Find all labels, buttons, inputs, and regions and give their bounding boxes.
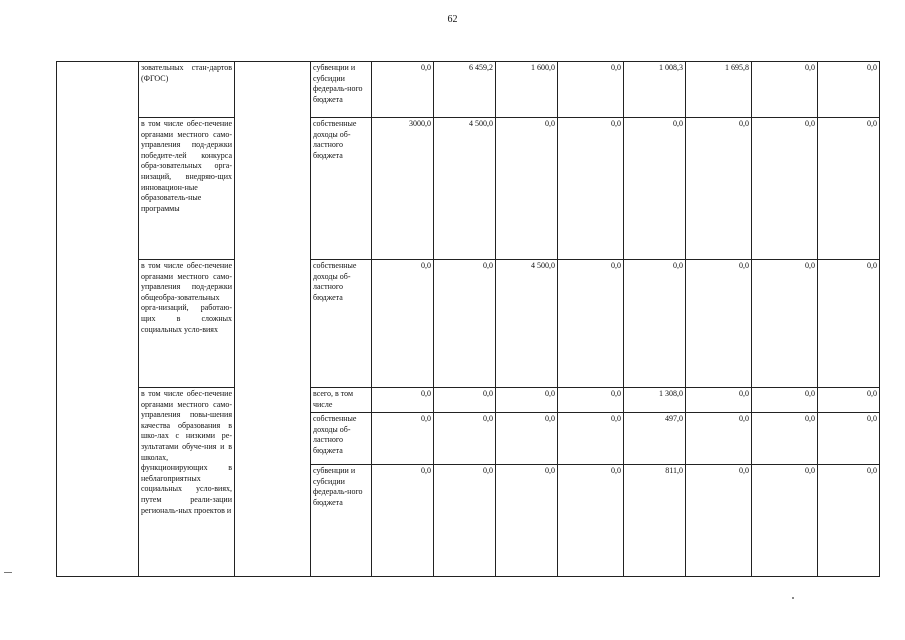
table-row (57, 118, 880, 260)
budget-table (56, 61, 880, 577)
value-cell: 0,0 (624, 118, 686, 260)
value-cell: 0,0 (818, 388, 880, 413)
table-row (57, 260, 880, 388)
value-cell: 1 600,0 (496, 62, 558, 118)
value-cell: 0,0 (558, 260, 624, 388)
value-cell: 0,0 (434, 413, 496, 465)
value-cell: 0,0 (372, 62, 434, 118)
value-cell: 0,0 (558, 413, 624, 465)
value-cell: 0,0 (818, 62, 880, 118)
value-cell: 1 308,0 (624, 388, 686, 413)
table-row (57, 62, 880, 118)
funding-source: собственные доходы об-ластного бюджета (311, 118, 372, 260)
value-cell: 0,0 (624, 260, 686, 388)
value-cell: 811,0 (624, 465, 686, 577)
value-cell: 0,0 (372, 465, 434, 577)
row-description: зовательных стан-дартов (ФГОС) (139, 62, 235, 118)
value-cell: 1 695,8 (686, 62, 752, 118)
value-cell: 3000,0 (372, 118, 434, 260)
value-cell: 0,0 (496, 118, 558, 260)
value-cell: 0,0 (686, 465, 752, 577)
value-cell: 0,0 (686, 388, 752, 413)
value-cell: 0,0 (372, 413, 434, 465)
row-description: в том числе обес-печение органами местного само-управления повы-шения качества образования в шко-лах с низкими ре-зультатами обуче-ния и в школах, функционирующих в неблагоприятных социальных усло-виях, путем реали-зации региональ-ных проектов и (139, 388, 235, 577)
row-description: в том числе обес-печение органами местного само-управления под-держки общеобра-зовательных орга-низаций, работаю-щих в сложных социальных усло-виях (139, 260, 235, 388)
value-cell: 0,0 (818, 413, 880, 465)
funding-source: субвенции и субсидии федераль-ного бюджета (311, 62, 372, 118)
value-cell: 0,0 (496, 465, 558, 577)
value-cell: 0,0 (686, 413, 752, 465)
value-cell: 0,0 (496, 388, 558, 413)
value-cell: 0,0 (558, 62, 624, 118)
empty-cell (235, 62, 311, 577)
value-cell: 0,0 (434, 465, 496, 577)
value-cell: 0,0 (752, 388, 818, 413)
funding-source: всего, в том числе (311, 388, 372, 413)
value-cell: 0,0 (434, 260, 496, 388)
value-cell: 4 500,0 (434, 118, 496, 260)
value-cell: 0,0 (818, 118, 880, 260)
table-row (57, 388, 880, 413)
funding-source: собственные доходы об-ластного бюджета (311, 260, 372, 388)
scan-mark (4, 572, 12, 573)
value-cell: 1 008,3 (624, 62, 686, 118)
value-cell: 0,0 (752, 62, 818, 118)
value-cell: 0,0 (818, 465, 880, 577)
value-cell: 0,0 (558, 388, 624, 413)
value-cell: 0,0 (372, 260, 434, 388)
row-description: в том числе обес-печение органами местного само-управления под-держки победите-лей конкурса обра-зовательных орга-низаций, внедряю-щих инновацион-ные образователь-ные программы (139, 118, 235, 260)
value-cell: 0,0 (752, 118, 818, 260)
value-cell: 497,0 (624, 413, 686, 465)
value-cell: 0,0 (752, 260, 818, 388)
value-cell: 0,0 (558, 465, 624, 577)
value-cell: 0,0 (434, 388, 496, 413)
value-cell: 6 459,2 (434, 62, 496, 118)
funding-source: собственные доходы об-ластного бюджета (311, 413, 372, 465)
funding-source: субвенции и субсидии федераль-ного бюджета (311, 465, 372, 577)
value-cell: 0,0 (686, 118, 752, 260)
value-cell: 0,0 (686, 260, 752, 388)
value-cell: 0,0 (496, 413, 558, 465)
page-number: 62 (447, 14, 458, 25)
value-cell: 4 500,0 (496, 260, 558, 388)
scan-speck (792, 597, 794, 599)
value-cell: 0,0 (752, 413, 818, 465)
value-cell: 0,0 (372, 388, 434, 413)
value-cell: 0,0 (818, 260, 880, 388)
value-cell: 0,0 (752, 465, 818, 577)
value-cell: 0,0 (558, 118, 624, 260)
empty-cell (57, 62, 139, 577)
